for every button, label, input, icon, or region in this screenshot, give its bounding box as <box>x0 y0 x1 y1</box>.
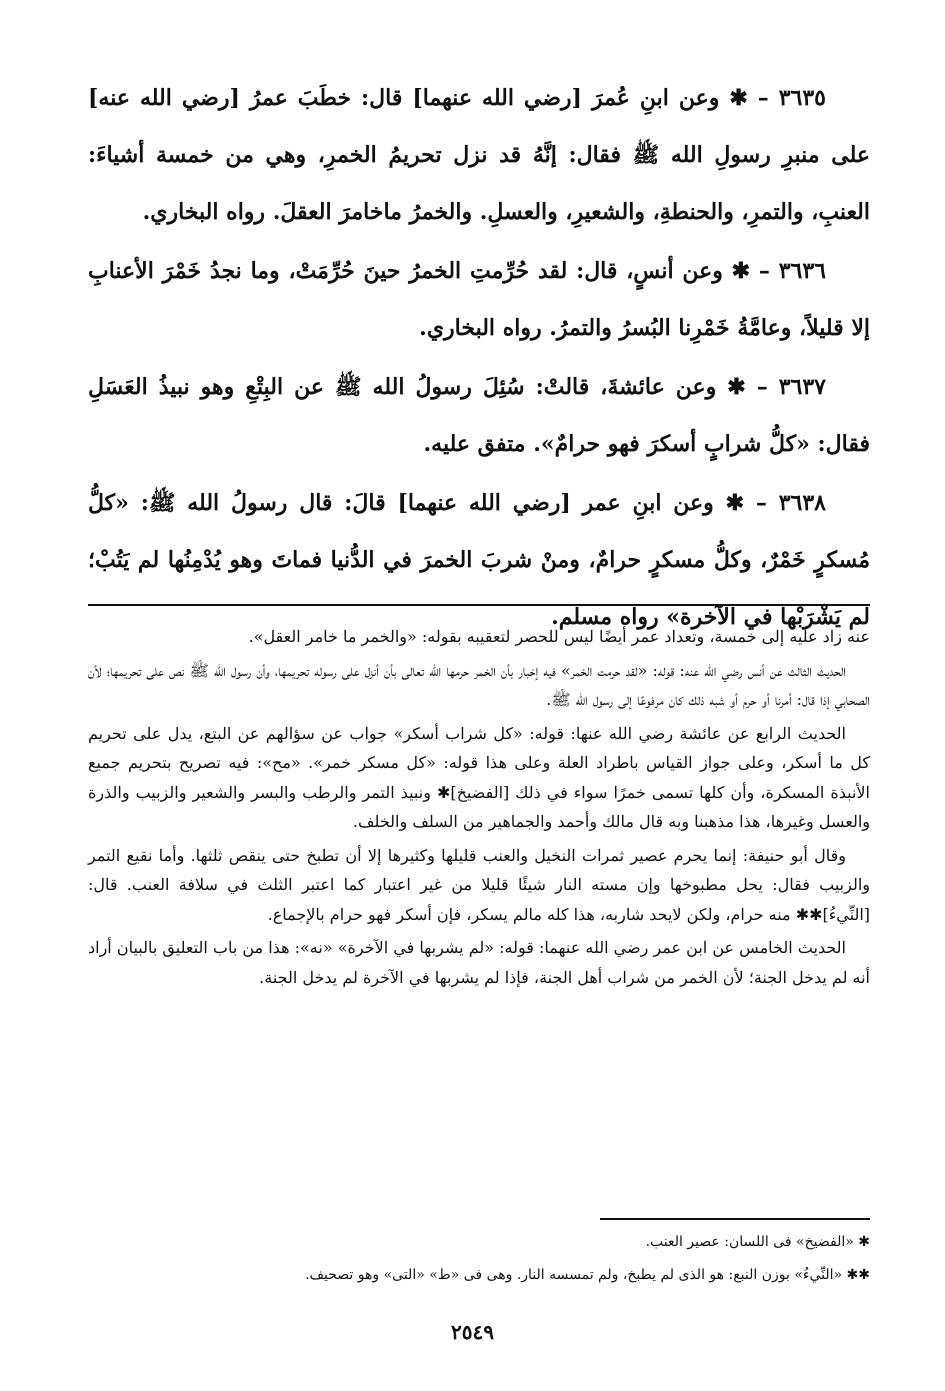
footnote: ✱ «الفضيخ» فى اللسان: عصير العنب. <box>645 1234 870 1250</box>
commentary-paragraph: الحديث الخامس عن ابن عمر رضي الله عنهما: قوله: «لم يشربها في الآخرة» «نه»: هذا من باب التعليق بالبيان أراد أنه لم يدخل الجنة؛ لأن الخمر من شراب أهل الجنة، فإذا لم يشربها في الآخرة لم يدخل الجنة. <box>88 938 870 987</box>
hadith-entry <box>88 243 870 357</box>
commentary-paragraph: وقال أبو حنيفة: إنما يحرم عصير ثمرات النخيل والعنب قليلها وكثيرها إلا أن تطبخ حتى ينقص ثلثها. وأما نقيع التمر والزبيب فقال: يحل مطبوخها وإن مسته النار شيئًا قليلا من غير اعتبار كما اعتبر الثلث في سلافة العنب. قال: [النِّيءُ]✱✱ منه حرام، ولكن لايحد شاربه، هذا كله مالم يسكر، فإن أسكر فهو حرام بالإجماع. <box>88 845 870 924</box>
hadith-entry <box>88 359 870 473</box>
hadith-body: – ✱ وعن ابنِ عُمرَ [رضي الله عنهما] قال: خطَبَ عمرُ [رضي الله عنه] على منبرِ رسولِ الله ﷺ فقال: إنَّهُ قد نزل تحريمُ الخمرِ، وهي من خمسة أشياءَ: العنبِ، والتمرِ، والحنطةِ، والشعيرِ، والعسلِ. والخمرُ ماخامرَ العقلَ. رواه البخاري. <box>88 85 870 225</box>
hadith-entry <box>88 70 870 241</box>
footnotes-block <box>88 1226 870 1292</box>
page-number: ٢٥٤٩ <box>451 1320 494 1344</box>
hadith-number: ٣٦٣٨ <box>778 490 826 516</box>
commentary-paragraph: الحديث الرابع عن عائشة رضي الله عنها: قوله: «كل شراب أسكر» جواب عن سؤالهم عن البتع، يدل على تحريم كل ما أسكر، وعلى جواز القياس باطراد العلة وعلى هذا قوله: «كل مسكر خمر». «مح»: فيه تصريح بتحريم جميع الأنبذة المسكرة، وأن كلها تسمى خمرًا سواء في ذلك [الفضيخ]✱ ونبيذ التمر والرطب والبسر والشعير والزبيب والذرة والعسل وغيرها، هذا مذهبنا وبه قال مالك وأحمد والجماهير من السلف والخلف. <box>88 723 870 831</box>
hadith-text-block <box>88 70 870 648</box>
hadith-body: – ✱ وعن أنسٍ، قال: لقد حُرِّمتِ الخمرُ حينَ حُرِّمَتْ، وما نجدُ خَمْرَ الأعنابِ إلا قليلاً، وعامَّةُ خَمْرِنا البُسرُ والتمرُ. رواه البخاري. <box>88 258 870 341</box>
commentary-paragraph: عنه زاد عليه إلى خمسة، وتعداد عمر أيضًا ليس للحصر لتعقيبه بقوله: «والخمر ما خامر العقل». <box>248 627 870 646</box>
footnote: ✱✱ «النِّيءُ» بوزن النبع: هو الذى لم يطبخ، ولم تمسسه النار. وهى فى «ط» «التى» وهو تصحيف. <box>305 1267 870 1283</box>
hadith-number: ٣٦٣٦ <box>778 258 826 284</box>
commentary-block <box>88 622 870 996</box>
hadith-number: ٣٦٣٧ <box>778 374 826 400</box>
hadith-body: – ✱ وعن ابنِ عمر [رضي الله عنهما] قالَ: قال رسولُ الله ﷺ: «كلُّ مُسكرٍ خَمْرٌ، وكلُّ مسكرٍ حرامٌ، ومنْ شربَ الخمرَ في الدُّنيا فماتَ وهو يُدْمِنُها لم يَتُبْ؛ لم يَشْرَبْها في الآخرة» رواه مسلم. <box>88 490 870 630</box>
hadith-number: ٣٦٣٥ <box>778 85 826 111</box>
hadith-body: – ✱ وعن عائشةَ، قالتْ: سُئِلَ رسولُ الله ﷺ عن البِتْعِ وهو نبيذُ العَسَلِ فقال: «كلُّ شرابٍ أسكرَ فهو حرامٌ». متفق عليه. <box>88 374 870 457</box>
footnote-divider <box>600 1218 870 1220</box>
hadith-entry <box>88 475 870 646</box>
main-divider <box>88 604 870 606</box>
commentary-paragraph: الحديث الثالث عن أنس رضي الله عنه: قوله: «لقد حرمت الخمر» فيه إخبار بأن الخمر حرمها الله تعالى بأن أنزل على رسوله تحريمها، وأن رسول الله ﷺ نص على تحريمها؛ لأن الصحابي إذا قال: أمرنا أو حرم أو شبه ذلك كان مرفوعًا إلى رسول الله ﷺ. <box>88 660 870 709</box>
